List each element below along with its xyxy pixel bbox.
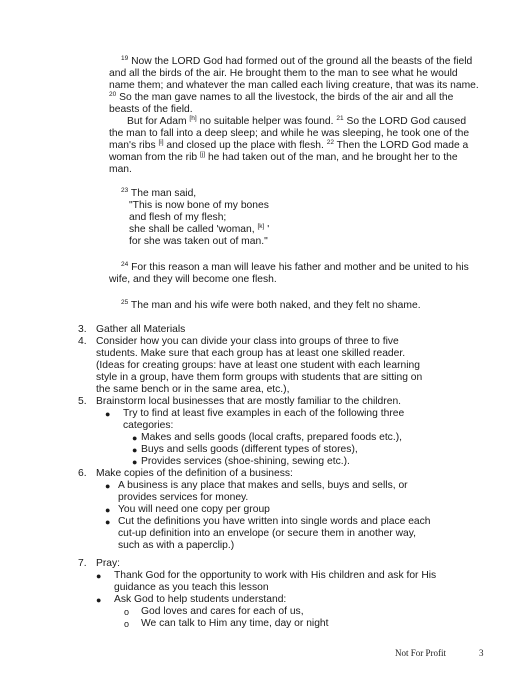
step-6-bullet-1-line-2: provides services for money. xyxy=(118,492,249,503)
step-5-bullet-1-line-2: categories: xyxy=(123,420,174,431)
step-6-number: 6. xyxy=(78,468,87,479)
bullet-icon: ● xyxy=(132,445,138,455)
step-7-bullet-1-line-1: Thank God for the opportunity to work with His children and ask for His xyxy=(114,570,437,581)
bullet-icon: ● xyxy=(96,571,102,581)
step-6-text: Make copies of the definition of a business: xyxy=(96,468,293,479)
step-5-text: Brainstorm local businesses that are mostly familiar to the children. xyxy=(96,396,402,407)
verse-19-line-1: $^{19}$ Now the LORD God had formed out of the ground all the beasts of the field xyxy=(121,55,473,67)
step-7-sub-2: We can talk to Him any time, day or night xyxy=(141,618,329,629)
poem-line-3: she shall be called 'woman, [k] ' xyxy=(129,223,270,235)
poem-line-4: for she was taken out of man." xyxy=(129,236,268,247)
poem-line-2: and flesh of my flesh; xyxy=(129,212,227,223)
verse-20-line-3: But for Adam [h] no suitable helper was found. $^{21}$ So the LORD God caused xyxy=(127,115,467,127)
step-6-bullet-2: You will need one copy per group xyxy=(118,504,270,515)
bullet-icon: ● xyxy=(105,517,111,527)
step-4-line-2: students. Make sure that each group has at least one skilled reader. xyxy=(96,348,406,359)
footnote-i: [i] xyxy=(158,139,164,146)
category-2: Buys and sells goods (different types of stores), xyxy=(141,444,358,455)
verse-24-line-2: wife, and they will become one flesh. xyxy=(109,274,277,285)
verse-24-line-1: $^{24}$ For this reason a man will leave his father and mother and be united to his xyxy=(121,261,469,273)
step-3-number: 3. xyxy=(78,324,87,335)
verse-25: $^{25}$ The man and his wife were both naked, and they felt no shame. xyxy=(121,299,421,311)
footer-label: Not For Profit xyxy=(395,648,447,658)
circle-bullet-icon: o xyxy=(124,619,130,629)
category-1: Makes and sells goods (local crafts, prepared foods etc.), xyxy=(141,432,402,443)
footnote-k: [k] xyxy=(257,223,265,230)
step-3-text: Gather all Materials xyxy=(96,324,186,335)
bullet-icon: ● xyxy=(105,409,111,419)
verse-22-line-1: woman from the rib [j] he had taken out of the man, and he brought her to the xyxy=(109,151,458,163)
verse-21-line-1: the man to fall into a deep sleep; and while he was sleeping, he took one of the xyxy=(109,128,470,139)
bullet-icon: ● xyxy=(105,505,111,515)
verse-19-line-3: name them; and whatever the man called each living creature, that was its name. xyxy=(109,80,479,91)
verse-20-line-2: beasts of the field. xyxy=(109,104,193,115)
verse-19-line-2: and all the birds of the air. He brought them to the man to see what he would xyxy=(109,68,458,79)
step-5-bullet-1-line-1: Try to find at least five examples in each of the following three xyxy=(123,408,405,419)
step-6-bullet-3-line-2: cut-up definition into an envelope (or secure them in another way, xyxy=(118,528,417,539)
bullet-icon: ● xyxy=(96,595,102,605)
category-3: Provides services (shoe-shining, sewing etc.). xyxy=(141,456,350,467)
step-7-bullet-2: Ask God to help students understand: xyxy=(114,594,287,605)
step-4-line-1: Consider how you can divide your class into groups of three to five xyxy=(96,336,399,347)
footnote-h: [h] xyxy=(189,115,197,122)
step-4-line-3: (Ideas for creating groups: have at least one student with each learning xyxy=(96,360,420,371)
verse-23-intro: $^{23}$ The man said, xyxy=(121,187,197,199)
step-6-bullet-3-line-3: such as with a paperclip.) xyxy=(118,540,235,551)
circle-bullet-icon: o xyxy=(124,607,130,617)
step-4-line-4: style in a group, have them form groups with students that are sitting on xyxy=(96,372,423,383)
step-7-sub-1: God loves and cares for each of us, xyxy=(141,606,304,617)
step-7-bullet-1-line-2: guidance as you teach this lesson xyxy=(114,582,269,593)
page-number: 3 xyxy=(479,648,484,658)
footnote-j: [j] xyxy=(200,151,206,158)
step-5-number: 5. xyxy=(78,396,87,407)
step-7-text: Pray: xyxy=(96,558,121,569)
bullet-icon: ● xyxy=(132,457,138,467)
bullet-icon: ● xyxy=(132,433,138,443)
step-4-number: 4. xyxy=(78,336,87,347)
verse-20-line-1: $^{20}$ So the man gave names to all the livestock, the birds of the air and all the xyxy=(109,91,454,103)
verse-21-line-2: man's ribs [i] and closed up the place with flesh. $^{22}$ Then the LORD God made a xyxy=(109,139,469,151)
step-6-bullet-1-line-1: A business is any place that makes and sells, buys and sells, or xyxy=(118,480,408,491)
step-4-line-5: the same bench or in the same area, etc.), xyxy=(96,384,290,395)
bullet-icon: ● xyxy=(105,481,111,491)
verse-22-line-2: man. xyxy=(109,164,132,175)
poem-line-1: "This is now bone of my bones xyxy=(129,200,269,211)
step-6-bullet-3-line-1: Cut the definitions you have written into single words and place each xyxy=(118,516,431,527)
step-7-number: 7. xyxy=(78,558,87,569)
